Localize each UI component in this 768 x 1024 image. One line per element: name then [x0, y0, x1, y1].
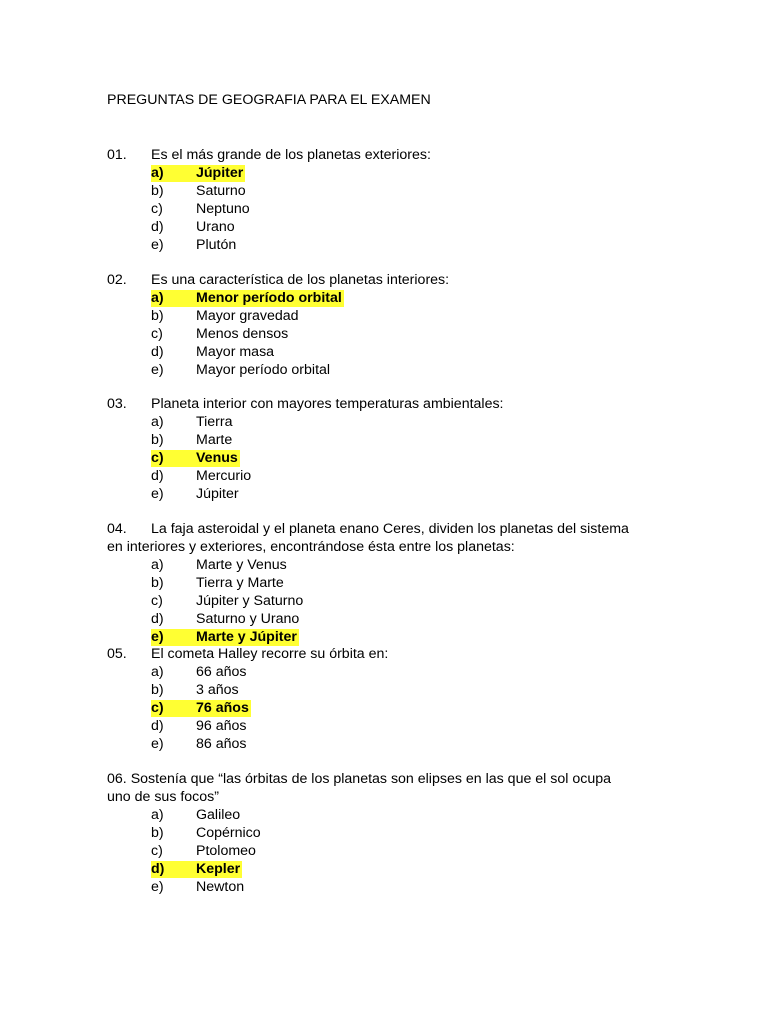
option-a	[107, 806, 663, 824]
option-d	[107, 860, 663, 878]
option-text: Galileo	[196, 807, 241, 823]
option-text: Menos densos	[196, 326, 289, 342]
option-text: 3 años	[196, 682, 239, 698]
option-e	[107, 485, 663, 503]
option-b	[107, 182, 663, 200]
option-letter: c)	[151, 450, 164, 466]
question-text: Es una característica de los planetas interiores:	[151, 272, 450, 288]
option-letter: a)	[151, 807, 164, 823]
option-letter: c)	[151, 201, 163, 217]
option-b	[107, 307, 663, 325]
question-text: Es el más grande de los planetas exteriores:	[151, 147, 431, 163]
option-letter: e)	[151, 237, 164, 253]
option-a	[107, 289, 663, 307]
question-line	[107, 520, 663, 538]
option-text: Menor período orbital	[196, 290, 342, 306]
question-04	[107, 520, 663, 646]
option-text: Mercurio	[196, 468, 252, 484]
option-letter: e)	[151, 486, 164, 502]
option-d	[107, 218, 663, 236]
question-line-continued	[107, 788, 663, 806]
option-letter: e)	[151, 879, 164, 895]
question-line	[107, 395, 663, 413]
option-letter: d)	[151, 611, 164, 627]
question-number: 02.	[107, 272, 127, 288]
option-text: Saturno	[196, 183, 246, 199]
option-letter: c)	[151, 593, 163, 609]
question-number: 06.	[107, 771, 127, 787]
question-number: 03.	[107, 396, 127, 412]
question-text: La faja asteroidal y el planeta enano Ceres, dividen los planetas del sistema	[151, 521, 629, 537]
question-03	[107, 395, 663, 503]
option-b	[107, 574, 663, 592]
option-text: Júpiter	[196, 486, 239, 502]
document-title: PREGUNTAS DE GEOGRAFIA PARA EL EXAMEN	[107, 92, 431, 108]
option-e	[107, 361, 663, 379]
option-d	[107, 343, 663, 361]
option-text: Marte y Venus	[196, 557, 287, 573]
option-c	[107, 699, 663, 717]
question-text: El cometa Halley recorre su órbita en:	[151, 646, 389, 662]
option-c	[107, 842, 663, 860]
option-letter: b)	[151, 825, 164, 841]
option-letter: d)	[151, 344, 164, 360]
option-e	[107, 735, 663, 753]
option-text: 86 años	[196, 736, 247, 752]
option-text: Plutón	[196, 237, 237, 253]
option-d	[107, 717, 663, 735]
option-e	[107, 628, 663, 646]
option-letter: a)	[151, 414, 164, 430]
option-c	[107, 449, 663, 467]
option-text: Copérnico	[196, 825, 261, 841]
option-d	[107, 610, 663, 628]
option-a	[107, 413, 663, 431]
option-text: Mayor período orbital	[196, 362, 331, 378]
option-letter: e)	[151, 629, 164, 645]
question-line-continued	[107, 538, 663, 556]
option-letter: b)	[151, 682, 164, 698]
option-text: Venus	[196, 450, 238, 466]
option-text: Mayor gravedad	[196, 308, 299, 324]
option-text: Neptuno	[196, 201, 250, 217]
option-letter: c)	[151, 700, 164, 716]
option-letter: d)	[151, 219, 164, 235]
option-text: Júpiter	[196, 165, 244, 181]
option-letter: e)	[151, 362, 164, 378]
option-letter: c)	[151, 326, 163, 342]
option-a	[107, 164, 663, 182]
option-text: Marte y Júpiter	[196, 629, 297, 645]
question-02	[107, 271, 663, 379]
option-text: Saturno y Urano	[196, 611, 300, 627]
option-text: Mayor masa	[196, 344, 275, 360]
option-letter: d)	[151, 718, 164, 734]
option-letter: a)	[151, 664, 164, 680]
option-letter: e)	[151, 736, 164, 752]
option-text: 66 años	[196, 664, 247, 680]
question-text: Planeta interior con mayores temperaturas ambientales:	[151, 396, 504, 412]
question-line	[107, 271, 663, 289]
option-c	[107, 592, 663, 610]
option-d	[107, 467, 663, 485]
option-e	[107, 236, 663, 254]
option-a	[107, 556, 663, 574]
option-c	[107, 325, 663, 343]
question-05	[107, 645, 663, 753]
option-text: Marte	[196, 432, 233, 448]
question-text-continued: en interiores y exteriores, encontrándose ésta entre los planetas:	[107, 539, 515, 555]
option-text: Urano	[196, 219, 235, 235]
question-line	[107, 770, 663, 788]
question-number: 05.	[107, 646, 127, 662]
option-a	[107, 663, 663, 681]
option-text: 76 años	[196, 700, 249, 716]
option-text: 96 años	[196, 718, 247, 734]
option-b	[107, 431, 663, 449]
question-line	[107, 645, 663, 663]
option-c	[107, 200, 663, 218]
option-letter: b)	[151, 183, 164, 199]
question-06	[107, 770, 663, 896]
option-text: Tierra	[196, 414, 233, 430]
option-text: Kepler	[196, 861, 241, 877]
option-letter: b)	[151, 575, 164, 591]
option-b	[107, 824, 663, 842]
option-text: Ptolomeo	[196, 843, 256, 859]
option-letter: c)	[151, 843, 163, 859]
option-letter: a)	[151, 165, 164, 181]
option-letter: a)	[151, 290, 164, 306]
option-letter: a)	[151, 557, 164, 573]
question-text-continued: uno de sus focos”	[107, 789, 219, 805]
option-b	[107, 681, 663, 699]
question-line	[107, 146, 663, 164]
option-text: Newton	[196, 879, 245, 895]
question-number: 01.	[107, 147, 127, 163]
option-letter: d)	[151, 468, 164, 484]
option-text: Júpiter y Saturno	[196, 593, 304, 609]
option-text: Tierra y Marte	[196, 575, 284, 591]
option-e	[107, 878, 663, 896]
question-number: 04.	[107, 521, 127, 537]
option-letter: b)	[151, 432, 164, 448]
option-letter: b)	[151, 308, 164, 324]
question-text: Sostenía que “las órbitas de los planetas son elipses en las que el sol ocupa	[130, 771, 612, 787]
option-letter: d)	[151, 861, 165, 877]
question-01	[107, 146, 663, 254]
